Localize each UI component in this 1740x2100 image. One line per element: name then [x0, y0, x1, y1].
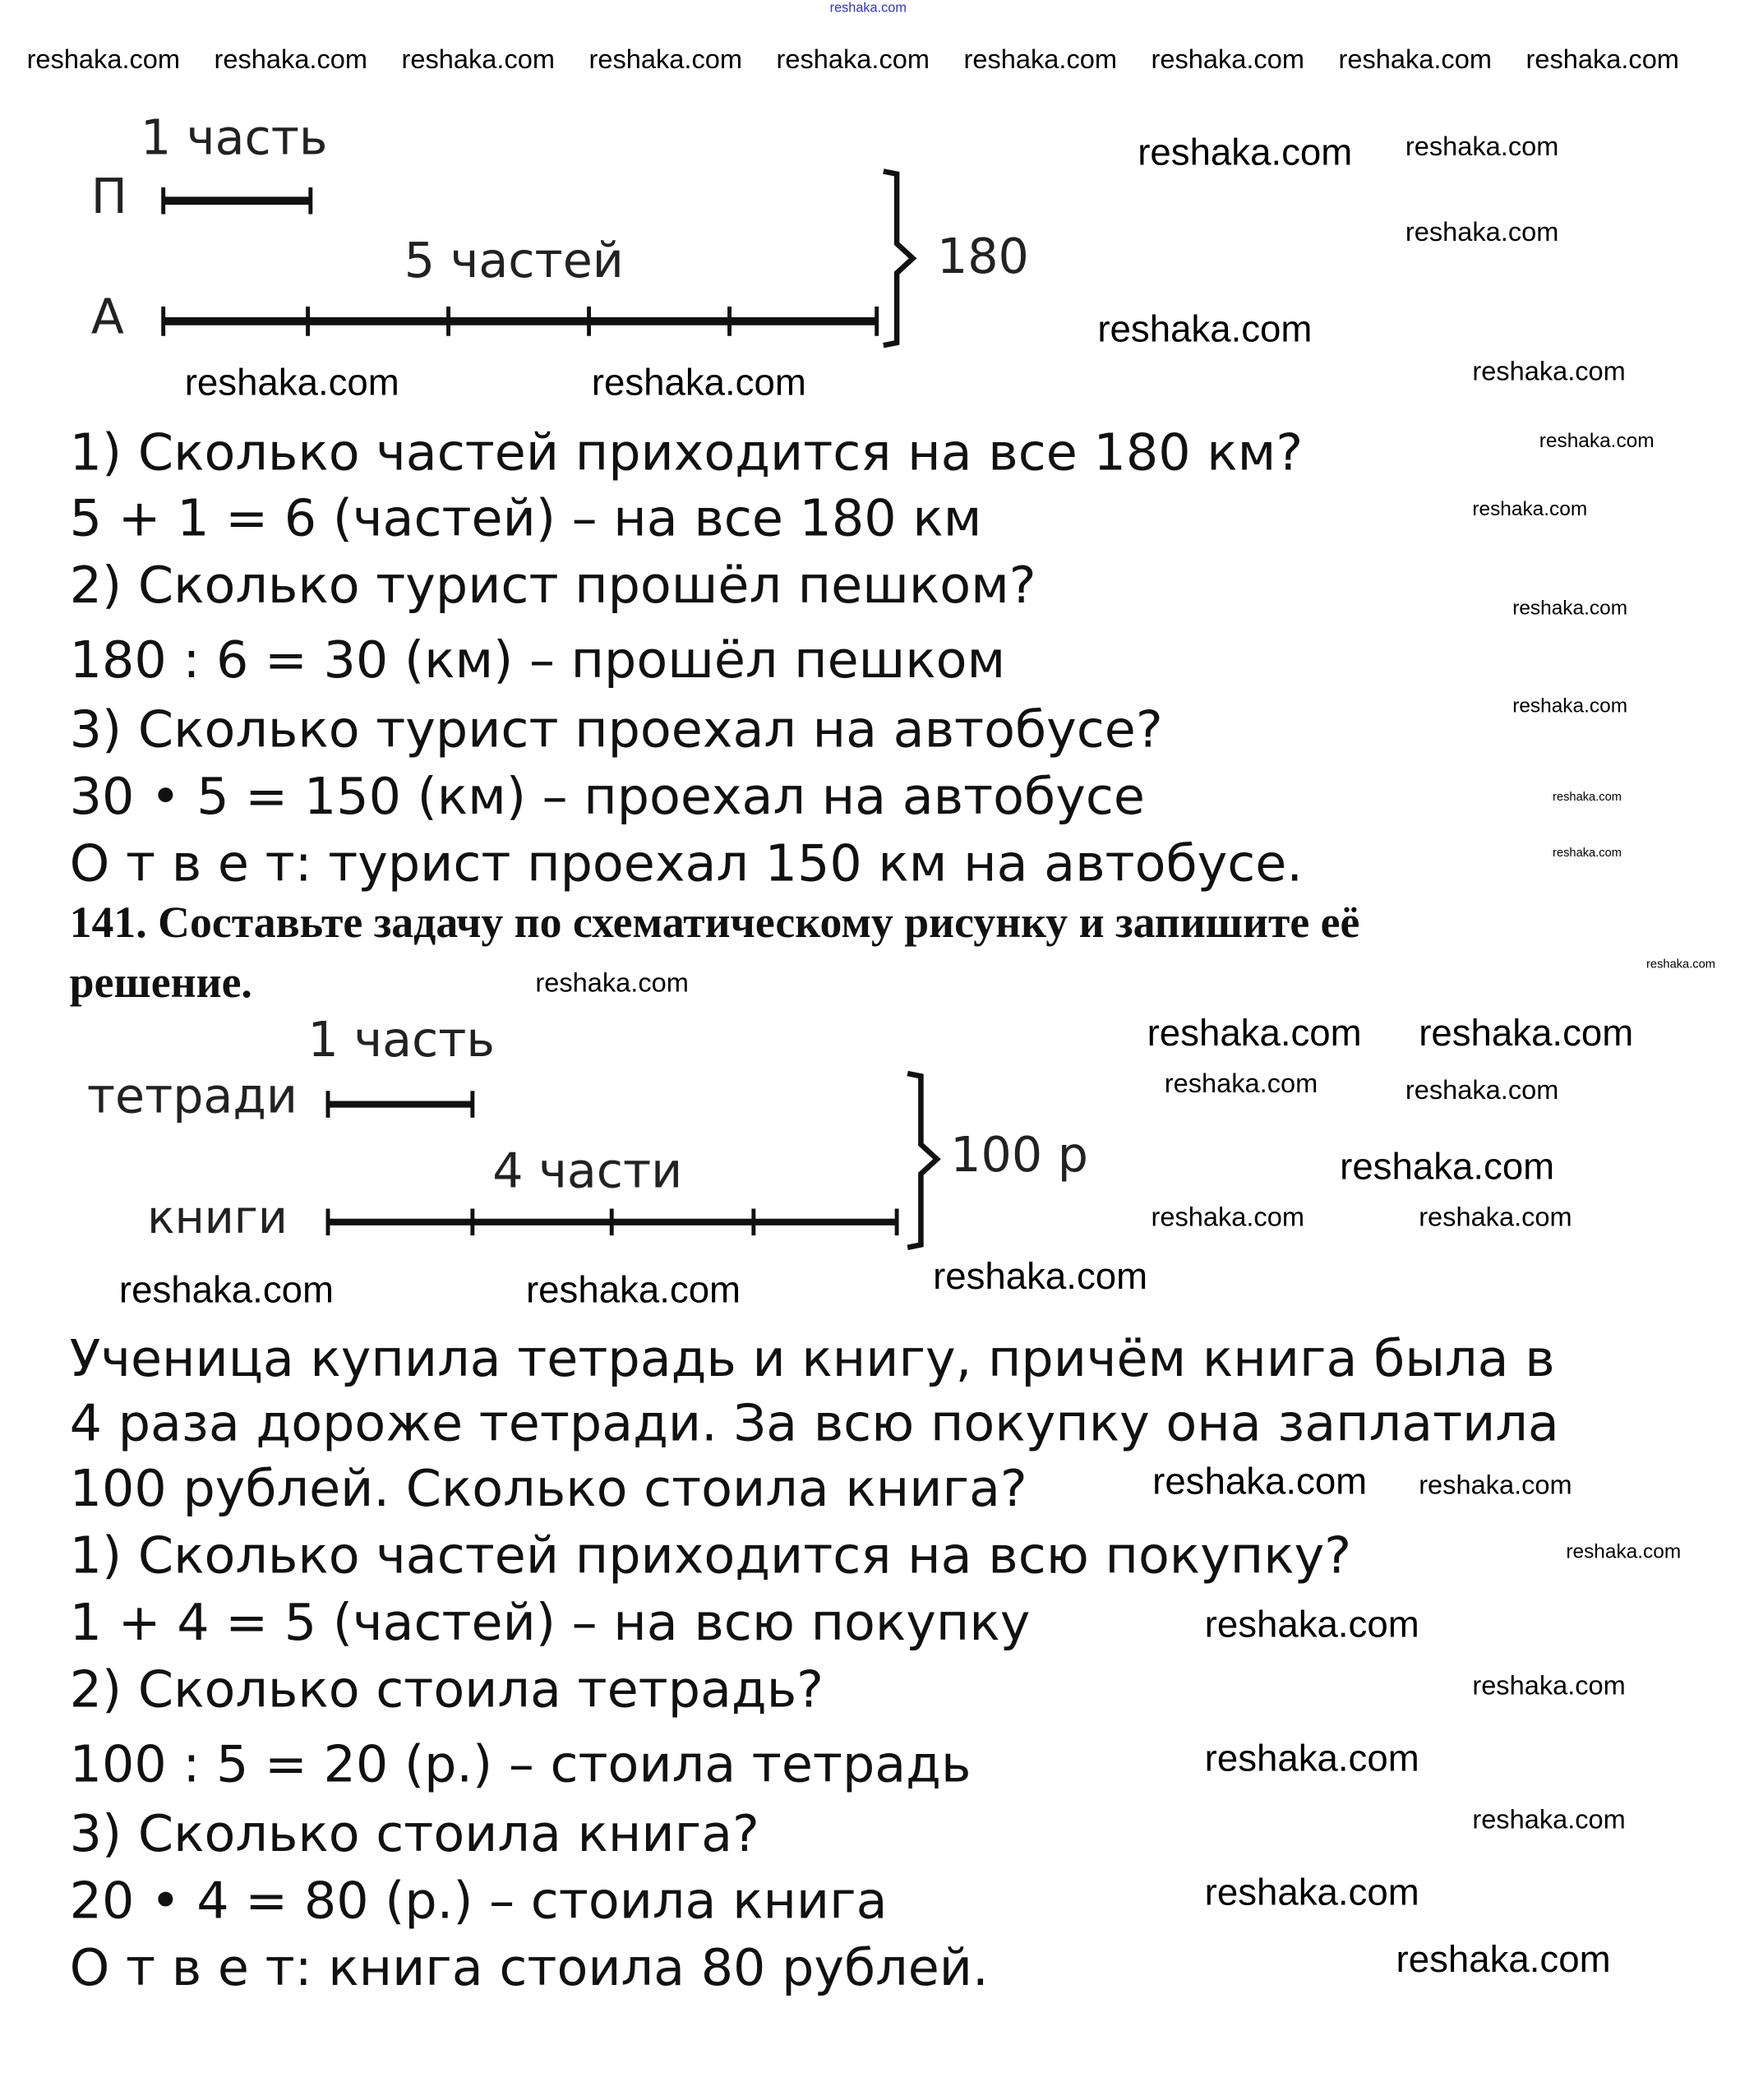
watermark: reshaka.com	[1419, 1470, 1572, 1501]
watermark: reshaka.com	[1204, 1603, 1419, 1645]
watermark: reshaka.com	[1097, 307, 1313, 350]
watermark: reshaka.com	[1405, 1076, 1559, 1106]
watermark: reshaka.com	[1553, 789, 1622, 804]
solution1-line: 180 : 6 = 30 (км) – прошёл пешком	[69, 630, 1006, 690]
watermark: reshaka.com	[1340, 1145, 1555, 1188]
watermark: reshaka.com	[118, 1268, 334, 1311]
watermark: reshaka.com	[1338, 45, 1492, 76]
watermark: reshaka.com	[1472, 1805, 1626, 1835]
watermark: reshaka.com	[184, 361, 399, 404]
watermark: reshaka.com	[1566, 1540, 1682, 1564]
solution2-line: 100 : 5 = 20 (р.) – стоила тетрадь	[69, 1734, 972, 1794]
watermark: reshaka.com	[1147, 1012, 1362, 1054]
solution2-line: 20 • 4 = 80 (р.) – стоила книга	[69, 1871, 888, 1931]
diagram2-part-label: 1 часть	[307, 1013, 496, 1068]
brace	[907, 1073, 937, 1248]
watermark: reshaka.com	[1152, 1460, 1368, 1502]
watermark: reshaka.com	[1151, 1203, 1304, 1233]
solution1-line: 30 • 5 = 150 (км) – проехал на автобусе	[69, 767, 1145, 826]
solution1-line: 5 + 1 = 6 (частей) – на все 180 км	[69, 488, 982, 548]
watermark: reshaka.com	[1472, 1671, 1626, 1701]
watermark: reshaka.com	[1151, 45, 1304, 76]
watermark: reshaka.com	[535, 969, 689, 999]
watermark: reshaka.com	[1204, 1871, 1419, 1913]
watermark: reshaka.com	[1138, 131, 1353, 173]
diagram2-row1-label: тетради	[86, 1069, 298, 1124]
watermark: reshaka.com	[1419, 1012, 1634, 1054]
brace	[884, 171, 913, 345]
diagram2-total: 100 р	[950, 1128, 1088, 1184]
watermark: reshaka.com	[1419, 1203, 1572, 1233]
diagram1-parts-label: 5 частей	[404, 233, 624, 289]
watermark: reshaka.com	[1512, 597, 1628, 620]
watermark: reshaka.com	[1164, 1069, 1318, 1099]
solution2-line: 2) Сколько стоила тетрадь?	[69, 1659, 824, 1719]
diagram2-row2-label: книги	[147, 1191, 288, 1245]
watermark: reshaka.com	[776, 45, 930, 76]
solution1-answer: О т в е т: турист проехал 150 км на автобусе.	[69, 833, 1304, 893]
watermark: reshaka.com	[214, 45, 368, 76]
solution2-line: 1 + 4 = 5 (частей) – на всю покупку	[69, 1592, 1031, 1652]
watermark: reshaka.com	[588, 45, 743, 76]
watermark: reshaka.com	[26, 45, 181, 76]
watermark: reshaka.com	[829, 1, 907, 16]
task-heading-cont: решение.	[69, 959, 252, 1008]
problem-text: 100 рублей. Сколько стоила книга?	[69, 1459, 1027, 1518]
diagram1-row2-label: А	[90, 290, 124, 346]
watermark: reshaka.com	[1472, 357, 1626, 387]
watermark: reshaka.com	[1512, 695, 1628, 718]
watermark: reshaka.com	[963, 45, 1117, 76]
watermark: reshaka.com	[1646, 957, 1715, 971]
diagram1-row1-label: П	[90, 169, 127, 225]
watermark: reshaka.com	[933, 1255, 1148, 1298]
diagram1-part-label: 1 часть	[140, 111, 328, 166]
watermark: reshaka.com	[1204, 1737, 1419, 1779]
task-heading: 141. Составьте задачу по схематическому рисунку и запишите её	[69, 899, 1360, 948]
solution2-line: 3) Сколько стоила книга?	[69, 1804, 759, 1863]
solution2-line: 1) Сколько частей приходится на всю покупку?	[69, 1525, 1352, 1585]
watermark: reshaka.com	[526, 1268, 741, 1311]
solution2-answer: О т в е т: книга стоила 80 рублей.	[69, 1938, 989, 1997]
watermark: reshaka.com	[1396, 1938, 1611, 1980]
diagram2-parts-label: 4 части	[492, 1144, 683, 1200]
watermark: reshaka.com	[1539, 429, 1655, 453]
solution1-line: 1) Сколько частей приходится на все 180 км?	[69, 422, 1304, 482]
problem-text: 4 раза дороже тетради. За всю покупку она заплатила	[69, 1393, 1559, 1452]
watermark: reshaka.com	[591, 361, 806, 404]
watermark: reshaka.com	[1553, 846, 1622, 860]
problem-text: Ученица купила тетрадь и книгу, причём книга была в	[69, 1329, 1555, 1388]
watermark: reshaka.com	[1405, 218, 1559, 248]
solution1-line: 3) Сколько турист проехал на автобусе?	[69, 699, 1163, 759]
watermark: reshaka.com	[1472, 497, 1588, 521]
watermark: reshaka.com	[1525, 45, 1679, 76]
diagram1-total: 180	[936, 230, 1029, 285]
watermark: reshaka.com	[1405, 132, 1559, 163]
solution1-line: 2) Сколько турист прошёл пешком?	[69, 555, 1036, 615]
watermark: reshaka.com	[401, 45, 556, 76]
